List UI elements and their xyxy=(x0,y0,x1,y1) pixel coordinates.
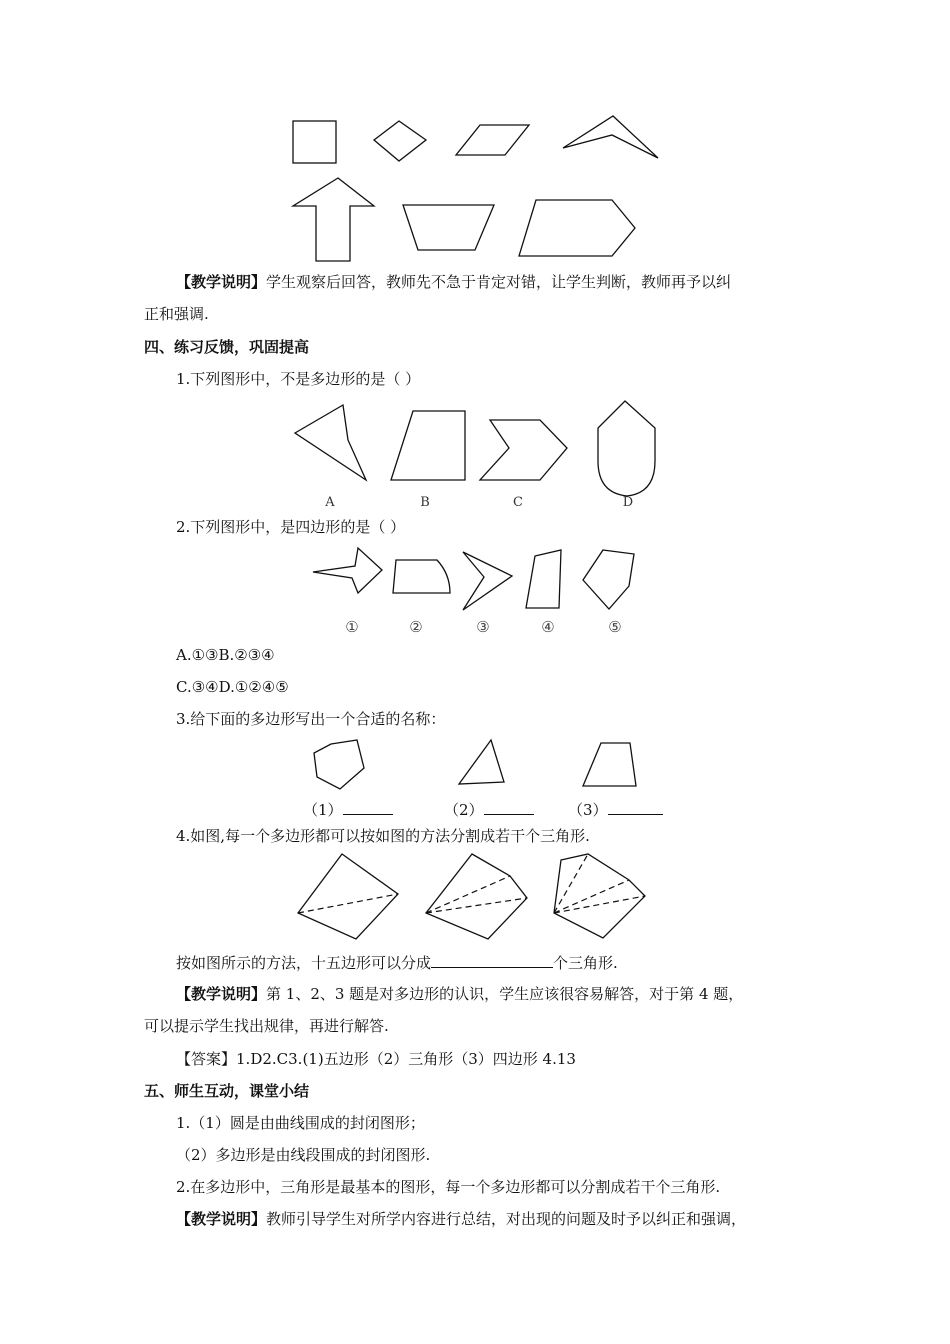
shape-4 xyxy=(526,550,561,608)
section4-explain-line2: 可以提示学生找出规律，再进行解答. xyxy=(144,1017,389,1035)
shape-5 xyxy=(583,550,634,609)
question4-text: 4.如图,每一个多边形都可以按如图的方法分割成若干个三角形. xyxy=(176,827,590,845)
fill-before: 按如图所示的方法，十五边形可以分成 xyxy=(176,954,432,972)
question2-option2: C.③④D.①②④⑤ xyxy=(176,678,289,696)
option-d-shape xyxy=(598,401,655,496)
section5-explain-line xyxy=(176,1209,746,1229)
shape-label: ④ xyxy=(541,618,555,636)
explain-text: 教师引导学生对所学内容进行总结，对出现的问题及时予以纠正和强调， xyxy=(266,1210,747,1228)
summary-line1: 1.（1）圆是由曲线围成的封闭图形； xyxy=(176,1114,425,1132)
option-label: D xyxy=(622,495,634,510)
option-c-shape xyxy=(480,420,567,480)
option-b-shape xyxy=(391,411,465,480)
trapezoid-shape xyxy=(403,205,494,250)
question2-figure xyxy=(305,540,650,640)
blank-label: （1） xyxy=(303,801,343,819)
question4-fill-line xyxy=(176,951,618,973)
summary-line2: （2）多边形是由线段围成的封闭图形. xyxy=(176,1146,431,1164)
option-a-shape xyxy=(295,405,366,480)
question3-blank-2 xyxy=(444,798,534,820)
question3-blank-3 xyxy=(568,798,663,820)
blank-label: （3） xyxy=(568,801,608,819)
pentagon-divided xyxy=(426,854,527,939)
fill-after: 个三角形. xyxy=(553,954,618,972)
hexagon-divided xyxy=(554,854,645,938)
answer-blank[interactable] xyxy=(484,798,534,815)
shape-label: ② xyxy=(409,618,423,636)
quadrilateral-divided xyxy=(298,854,398,939)
answer-label: 【答案】 xyxy=(176,1050,237,1068)
question4-figure xyxy=(292,850,662,945)
question3-blank-1 xyxy=(303,798,393,820)
option-label: C xyxy=(513,495,523,510)
diagonal-line xyxy=(426,898,527,913)
top-explain-line1 xyxy=(176,272,731,292)
explain-label: 【教学说明】 xyxy=(176,985,267,1003)
section4-heading: 四、练习反馈，巩固提高 xyxy=(144,338,310,356)
shape-label: ③ xyxy=(476,618,490,636)
quadrilateral-shape xyxy=(583,743,636,786)
arrow-polygon-shape xyxy=(293,178,374,261)
shape-label: ① xyxy=(345,618,359,636)
shape-1 xyxy=(313,548,382,593)
explain-label: 【教学说明】 xyxy=(176,273,267,291)
shape-3 xyxy=(463,552,512,610)
option-label: B xyxy=(420,495,430,510)
answer-blank[interactable] xyxy=(608,798,663,815)
parallelogram-shape xyxy=(456,125,529,155)
question2-text: 2.下列图形中，是四边形的是（ ） xyxy=(176,518,406,536)
shape-2 xyxy=(393,560,450,593)
summary-line3: 2.在多边形中，三角形是最基本的图形，每一个多边形都可以分割成若干个三角形. xyxy=(176,1178,721,1196)
triangle-shape xyxy=(459,740,504,784)
section5-heading: 五、师生互动，课堂小结 xyxy=(144,1082,310,1100)
answer-blank[interactable] xyxy=(431,951,553,968)
question1-text: 1.下列图形中，不是多边形的是（ ） xyxy=(176,370,421,388)
example-shapes-figure xyxy=(280,110,680,265)
option-label: A xyxy=(325,495,335,510)
pentagon-shape xyxy=(519,200,635,256)
section4-explain-line1 xyxy=(176,984,743,1004)
question2-option1: A.①③B.②③④ xyxy=(176,646,275,664)
question3-text: 3.给下面的多边形写出一个合适的名称： xyxy=(176,710,446,728)
shape-label: ⑤ xyxy=(608,618,622,636)
question1-figure xyxy=(290,398,670,513)
answer-text: 1.D2.C3.(1)五边形（2）三角形（3）四边形 4.13 xyxy=(236,1050,576,1068)
concave-quadrilateral-shape xyxy=(563,116,658,158)
answer-line xyxy=(176,1049,576,1069)
top-explain-line2: 正和强调. xyxy=(144,305,209,323)
explain-label: 【教学说明】 xyxy=(176,1210,267,1228)
answer-blank[interactable] xyxy=(343,798,393,815)
blank-label: （2） xyxy=(444,801,484,819)
diagonal-line xyxy=(554,880,629,913)
pentagon-shape xyxy=(314,740,364,789)
diagonal-line xyxy=(426,876,510,913)
rhombus-shape xyxy=(374,121,426,161)
explain-text: 第 1、2、3 题是对多边形的认识，学生应该很容易解答，对于第 4 题， xyxy=(266,985,744,1003)
explain-text: 学生观察后回答，教师先不急于肯定对错，让学生判断，教师再予以纠 xyxy=(266,273,732,291)
diagonal-line xyxy=(554,854,588,913)
square-shape xyxy=(293,121,336,163)
